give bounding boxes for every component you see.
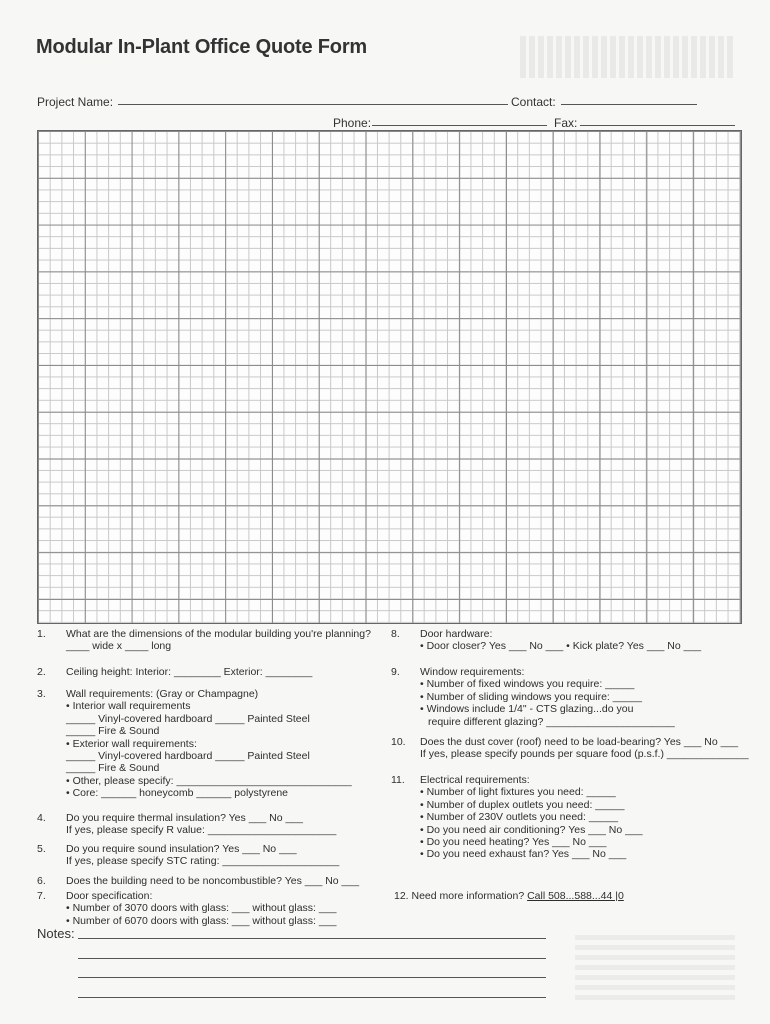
fax-field[interactable] (580, 125, 735, 126)
question-12 (394, 890, 744, 902)
project-name-label: Project Name: (37, 95, 114, 109)
call-link[interactable]: Call 508...588...44 |0 (527, 890, 624, 902)
notes-line-3[interactable] (78, 977, 546, 978)
form-title: Modular In-Plant Office Quote Form (36, 36, 367, 58)
project-name-field[interactable] (118, 104, 508, 105)
faded-logo-stamp (520, 36, 735, 78)
notes-line-1[interactable] (78, 938, 546, 939)
contact-field[interactable] (561, 104, 697, 105)
floor-plan-grid[interactable] (37, 130, 742, 624)
more-info-label: 12. Need more information? (394, 890, 525, 902)
fax-label: Fax: (554, 116, 578, 130)
faded-address-stamp (575, 935, 735, 1000)
phone-field[interactable] (372, 125, 547, 126)
phone-label: Phone: (333, 116, 372, 130)
notes-label: Notes: (37, 926, 75, 941)
notes-line-2[interactable] (78, 958, 546, 959)
contact-label: Contact: (511, 95, 556, 109)
notes-line-4[interactable] (78, 997, 546, 998)
